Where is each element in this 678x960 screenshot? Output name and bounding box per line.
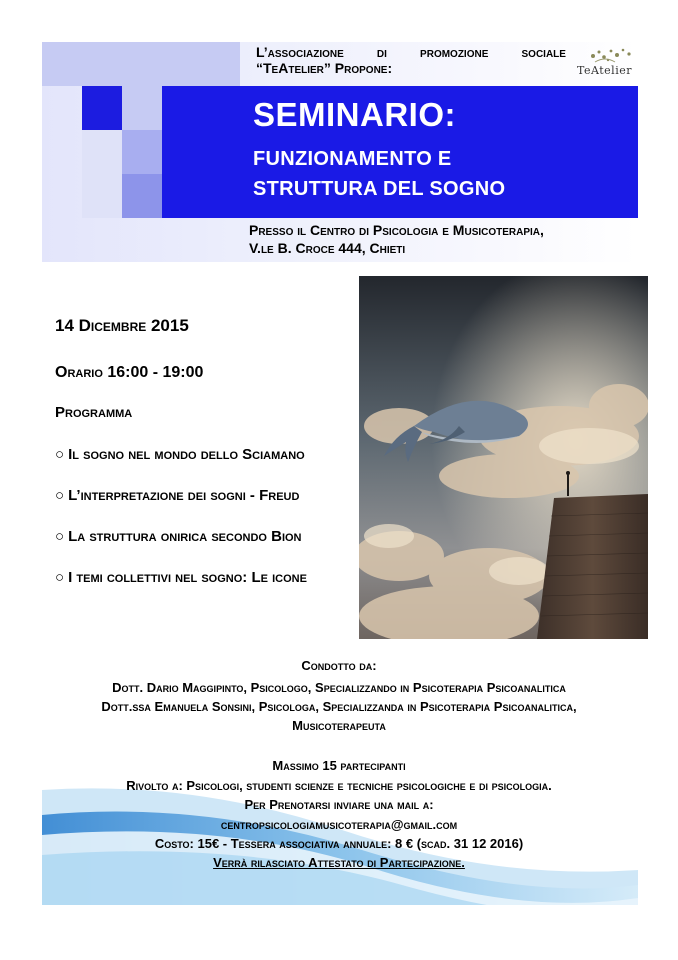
- decor-square: [122, 130, 162, 174]
- subtitle-line-2: STRUTTURA DEL SOGNO: [253, 178, 506, 200]
- logo-text: TeAtelier: [577, 64, 632, 77]
- program-item: [55, 528, 302, 545]
- bullet-icon: ○: [55, 487, 65, 504]
- program-heading: Programma: [55, 404, 133, 421]
- program-item: [55, 446, 305, 463]
- contact-email[interactable]: centropsicologiamusicoterapia@gmail.com: [220, 817, 458, 832]
- program-item-text: Il sogno nel mondo dello Sciamano: [68, 446, 305, 463]
- whale-sky-illustration: [359, 276, 648, 639]
- program-item-text: L’interpretazione dei sogni - Freud: [68, 487, 300, 504]
- decor-square: [82, 174, 122, 218]
- subtitle-line-1: FUNZIONAMENTO E: [253, 148, 452, 170]
- event-date: 14 Dicembre 2015: [55, 316, 189, 335]
- seminar-title: SEMINARIO:: [253, 96, 456, 133]
- venue: [249, 221, 544, 257]
- program-item: [55, 487, 299, 504]
- bullet-icon: ○: [55, 446, 65, 463]
- speaker-2-line-2: Musicoterapeuta: [292, 718, 386, 733]
- program-item-text: La struttura onirica secondo Bion: [68, 528, 302, 545]
- bullet-icon: ○: [55, 569, 65, 586]
- assoc-line-2: “TeAtelier” Propone:: [256, 60, 393, 76]
- conducted-heading: Condotto da:: [301, 658, 377, 673]
- booking-instructions: Per Prenotarsi inviare una mail a:: [244, 797, 434, 812]
- decor-square: [82, 86, 122, 130]
- seminar-subtitle: [253, 144, 623, 204]
- assoc-word: sociale: [521, 44, 566, 60]
- assoc-word: promozione: [420, 44, 489, 60]
- decor-square: [82, 130, 122, 174]
- max-participants: Massimo 15 partecipanti: [272, 758, 406, 773]
- event-time: Orario 16:00 - 19:00: [55, 364, 204, 381]
- speaker-2-line-1: Dott.ssa Emanuela Sonsini, Psicologa, Specializzanda in Psicoterapia Psicoanalitica,: [101, 699, 577, 714]
- speaker-1: Dott. Dario Maggipinto, Psicologo, Specializzando in Psicoterapia Psicoanalitica: [112, 680, 566, 695]
- assoc-word: di: [376, 44, 387, 60]
- decor-square: [42, 42, 240, 86]
- venue-line-1: Presso il Centro di Psicologia e Musicoterapia,: [249, 222, 544, 238]
- association-intro: [256, 44, 566, 76]
- program-item-text: I temi collettivi nel sogno: Le icone: [68, 569, 307, 586]
- cost-info: Costo: 15€ - Tessera associativa annuale: 8 € (scad. 31 12 2016): [154, 836, 524, 851]
- audience: Rivolto a: Psicologi, studenti scienze e tecniche psicologiche e di psicologia.: [126, 778, 552, 793]
- decor-square: [122, 174, 162, 218]
- program-item: [55, 569, 307, 586]
- venue-line-2: V.le B. Croce 444, Chieti: [249, 240, 406, 256]
- assoc-word: L’associazione: [256, 44, 344, 60]
- certificate-note: Verrà rilasciato Attestato di Partecipazione.: [213, 855, 465, 870]
- bullet-icon: ○: [55, 528, 65, 545]
